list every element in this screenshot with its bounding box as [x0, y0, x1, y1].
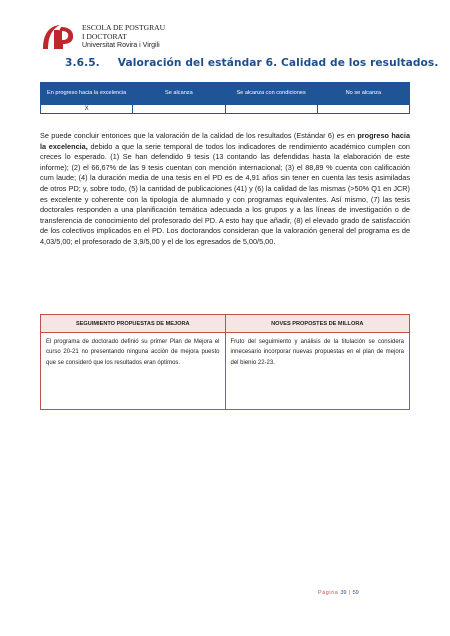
urv-logo-mark-icon	[40, 22, 76, 52]
footer-total-pages: 59	[352, 590, 359, 596]
assessment-mark-progress: X	[41, 105, 133, 114]
page-footer	[318, 590, 359, 596]
assessment-mark-conditions	[225, 105, 317, 114]
assessment-header-row	[41, 83, 410, 105]
assessment-mark-achieved	[133, 105, 225, 114]
paragraph-bold-rating: progreso hacia la excelencia,	[40, 131, 410, 151]
logo-line-2: I DOCTORAT	[82, 32, 127, 42]
assessment-header-not-achieved: No se alcanza	[317, 83, 409, 105]
assessment-table	[40, 82, 410, 114]
section-title: Valoración del estándar 6. Calidad de los resultados.	[117, 57, 439, 69]
followup-content-row	[41, 333, 410, 410]
footer-label: Página	[318, 590, 339, 596]
assessment-header-conditions: Se alcanza con condiciones	[225, 83, 317, 105]
followup-cell-new-proposals: Fruto del seguimiento y análisis de la titulación se considera innecesario incorporar nuevas propuestas en el plan de mejora del bienio 22-23.	[225, 333, 410, 410]
conclusion-paragraph	[40, 131, 410, 248]
followup-header-tracking: SEGUIMIENTO PROPUESTAS DE MEJORA	[41, 315, 226, 333]
logo-line-3: Universitat Rovira i Virgili	[82, 42, 160, 50]
section-number: 3.6.5.	[65, 57, 100, 69]
university-logo	[40, 22, 180, 54]
paragraph-rest: debido a que la serie temporal de todos los indicadores de rendimiento académico cumplen con creces lo esperado. (1) Se han defendido 9 tesis (13 contando las defendidas hasta la elaboración de este informe); (2) el 66,67% de las 9 tesis cuentan con mención internacional; (3) el 88,89 % cuenta con calificación cum laude; (4) la duración media de una tesis en el PD es de 4,91 años sin tener en cuenta las tesis asimiladas de otros PD; y, sobre todo, (5) la cantidad de publicaciones (41) y (6) la calidad de las mismas (>50% Q1 en JCR) es excelente y coherente con la tipología de alumnado y con programas equivalentes. Así mismo, (7) las tesis doctorales responden a una planificación temática adecuada a los grupos y a las líneas de investigación o de transferencia de conocimiento del profesorado del PD. A esto hay que añadir, (8) el elevado grado de satisfacción de los colectivos implicados en el PD. Los doctorandos consideran que la valoración general del programa es de 4,03/5,00; el profesorado de 3,9/5,00 y el de los egresados de 5,00/5,00.	[40, 141, 410, 246]
assessment-mark-row	[41, 105, 410, 114]
followup-table	[40, 314, 410, 410]
paragraph-intro: Se puede concluir entonces que la valoración de la calidad de los resultados (Estándar 6) es en	[40, 131, 358, 140]
assessment-header-achieved: Se alcanza	[133, 83, 225, 105]
logo-line-1: ESCOLA DE POSTGRAU	[82, 23, 166, 32]
assessment-mark-not-achieved	[317, 105, 409, 114]
footer-separator: |	[348, 590, 351, 596]
footer-page-number: 39	[340, 590, 347, 596]
followup-header-new-proposals: NOVES PROPOSTES DE MILLORA	[225, 315, 410, 333]
section-heading	[65, 57, 439, 69]
followup-header-row	[41, 315, 410, 333]
assessment-header-progress: En progreso hacia la excelencia	[41, 83, 133, 105]
followup-cell-tracking: El programa de doctorado definió su primer Plan de Mejora el curso 20-21 no presentando ninguna acción de mejora puesto que se consideró que los resultados eran óptimos.	[41, 333, 226, 410]
